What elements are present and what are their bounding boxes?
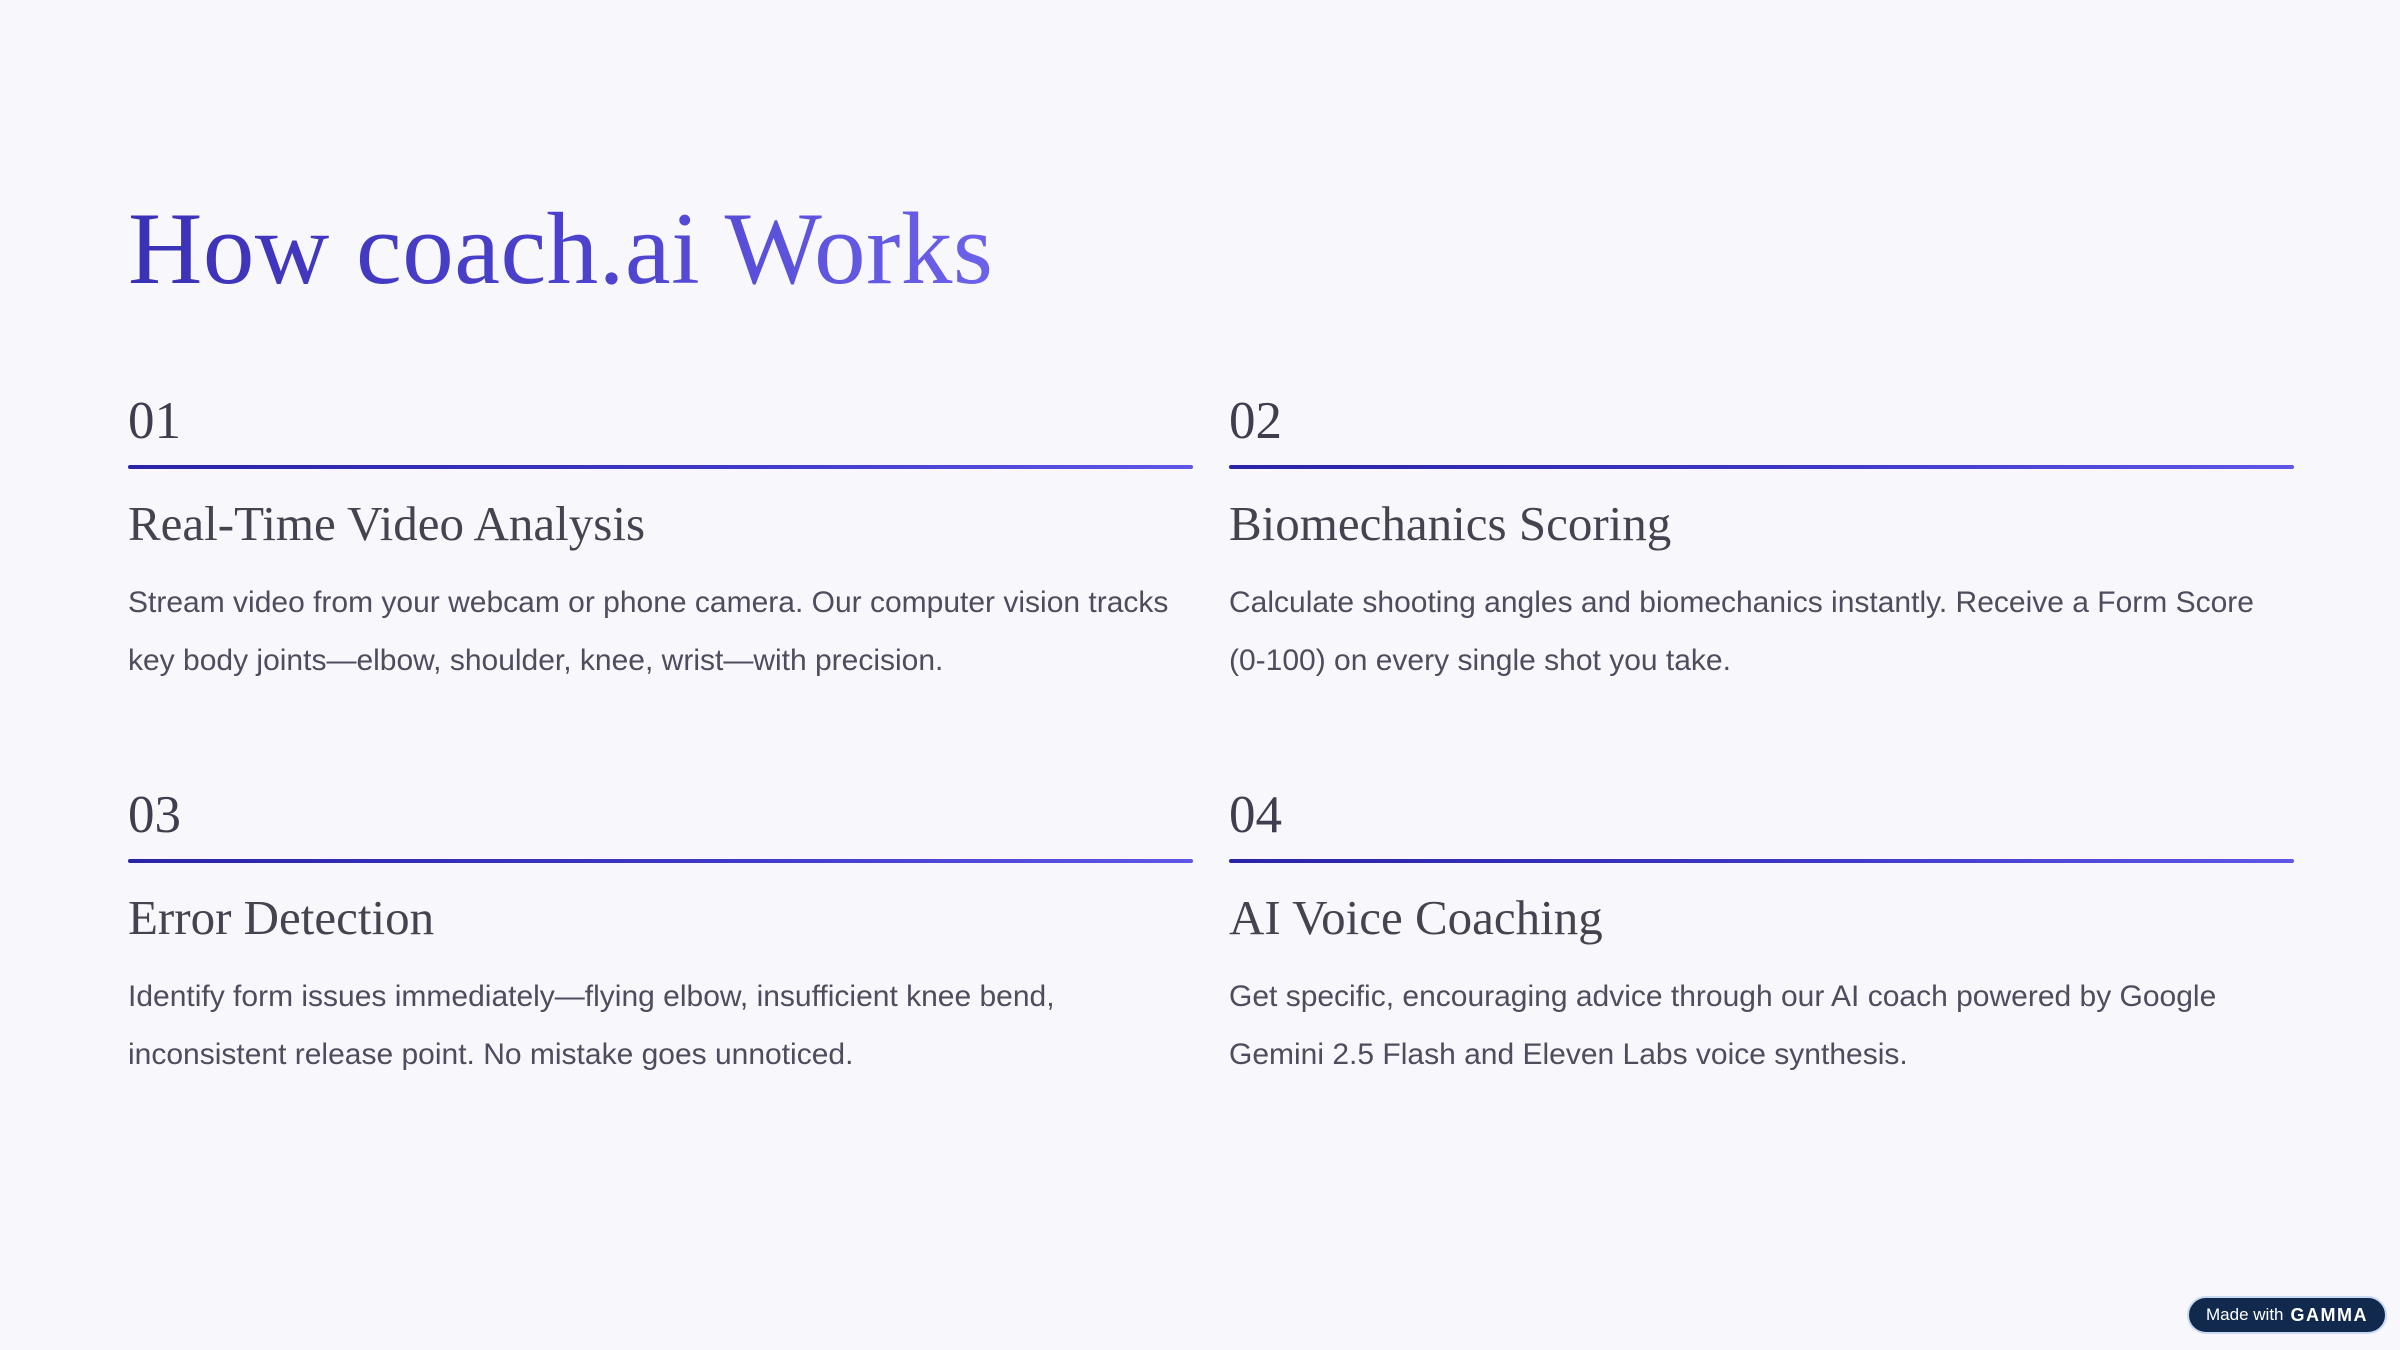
step-description: Stream video from your webcam or phone camera. Our computer vision tracks key body joints—elbow, shoulder, knee, wrist—with precision. [128,586,1169,677]
step-divider [1229,859,2294,863]
step-number: 02 [1229,392,1282,451]
made-with-gamma-badge[interactable] [2187,1296,2387,1334]
step-card-2 [1229,392,2294,725]
step-number: 04 [1229,786,1282,845]
step-card-1 [128,392,1193,725]
slide-title: How coach.ai Works [128,192,994,306]
step-divider [1229,465,2294,469]
step-heading: Error Detection [128,890,435,946]
step-number: 01 [128,392,181,451]
gamma-logo: GAMMA [2290,1304,2368,1325]
step-heading: Real-Time Video Analysis [128,496,646,552]
steps-grid [128,392,2294,1119]
badge-label: Made with [2206,1305,2284,1324]
step-heading: AI Voice Coaching [1229,890,1603,946]
step-number: 03 [128,786,181,845]
step-card-4 [1229,786,2294,1119]
step-description: Calculate shooting angles and biomechanics instantly. Receive a Form Score (0-100) on every single shot you take. [1229,586,2254,677]
step-card-3 [128,786,1193,1119]
step-heading: Biomechanics Scoring [1229,496,1672,552]
step-description: Identify form issues immediately—flying elbow, insufficient knee bend, inconsistent release point. No mistake goes unnoticed. [128,980,1055,1071]
step-description: Get specific, encouraging advice through our AI coach powered by Google Gemini 2.5 Flash and Eleven Labs voice synthesis. [1229,980,2217,1071]
step-divider [128,465,1193,469]
step-divider [128,859,1193,863]
